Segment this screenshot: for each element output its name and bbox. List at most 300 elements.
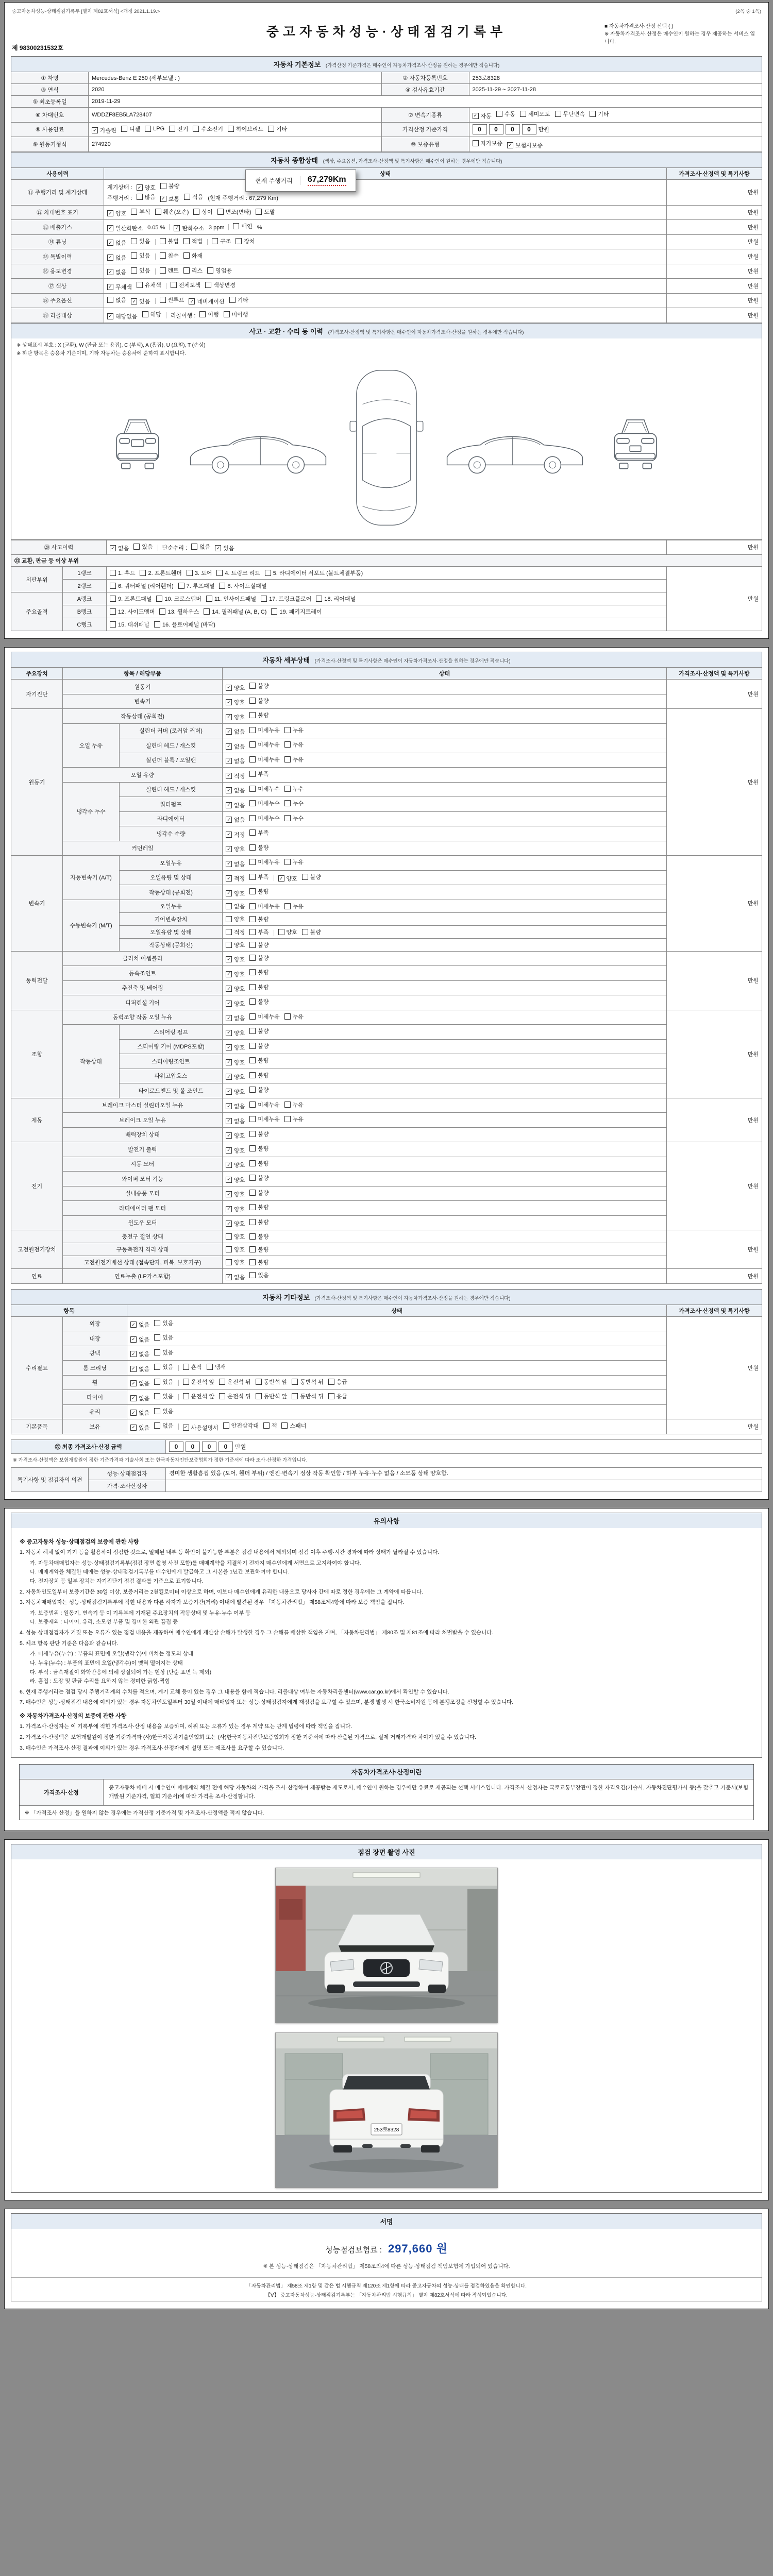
checkbox-option[interactable] xyxy=(160,266,179,275)
checkbox-option[interactable] xyxy=(160,195,179,203)
checkbox-option[interactable] xyxy=(187,569,212,577)
checkbox-checked-icon[interactable] xyxy=(137,184,143,191)
checkbox-option[interactable] xyxy=(226,1190,245,1198)
checkbox-option[interactable] xyxy=(189,297,224,306)
checkbox-option[interactable] xyxy=(184,193,203,201)
checkbox-unchecked-icon[interactable] xyxy=(233,223,239,229)
checkbox-option[interactable] xyxy=(226,1205,245,1213)
checkbox-option[interactable] xyxy=(249,1144,268,1153)
checkbox-option[interactable] xyxy=(107,296,126,304)
checkbox-checked-icon[interactable] xyxy=(226,773,232,779)
checkbox-unchecked-icon[interactable] xyxy=(284,727,291,733)
checkbox-unchecked-icon[interactable] xyxy=(256,1393,262,1399)
checkbox-unchecked-icon[interactable] xyxy=(154,1320,160,1326)
checkbox-unchecked-icon[interactable] xyxy=(249,1259,256,1265)
checkbox-checked-icon[interactable] xyxy=(226,956,232,962)
checkbox-unchecked-icon[interactable] xyxy=(226,942,232,948)
checkbox-unchecked-icon[interactable] xyxy=(249,844,256,851)
checkbox-option[interactable] xyxy=(284,1012,304,1021)
checkbox-option[interactable] xyxy=(507,141,543,149)
checkbox-unchecked-icon[interactable] xyxy=(142,311,148,317)
checkbox-option[interactable] xyxy=(520,110,550,118)
checkbox-unchecked-icon[interactable] xyxy=(249,1246,256,1252)
checkbox-option[interactable] xyxy=(249,755,280,764)
checkbox-unchecked-icon[interactable] xyxy=(256,209,262,215)
checkbox-option[interactable] xyxy=(226,955,245,963)
checkbox-option[interactable] xyxy=(130,1335,149,1344)
checkbox-option[interactable] xyxy=(183,266,203,275)
checkbox-option[interactable] xyxy=(249,828,268,837)
checkbox-option[interactable] xyxy=(107,239,126,247)
checkbox-unchecked-icon[interactable] xyxy=(131,238,137,244)
checkbox-unchecked-icon[interactable] xyxy=(160,252,166,259)
checkbox-unchecked-icon[interactable] xyxy=(219,1379,225,1385)
checkbox-option[interactable] xyxy=(249,1130,268,1138)
checkbox-option[interactable] xyxy=(249,873,268,881)
checkbox-checked-icon[interactable] xyxy=(130,1395,137,1401)
checkbox-unchecked-icon[interactable] xyxy=(249,683,256,689)
checkbox-unchecked-icon[interactable] xyxy=(224,311,230,317)
checkbox-checked-icon[interactable] xyxy=(107,210,113,216)
checkbox-option[interactable] xyxy=(226,985,245,993)
checkbox-checked-icon[interactable] xyxy=(107,313,113,319)
checkbox-option[interactable] xyxy=(265,569,363,577)
checkbox-option[interactable] xyxy=(107,268,126,276)
checkbox-unchecked-icon[interactable] xyxy=(249,969,256,975)
checkbox-option[interactable] xyxy=(226,889,245,897)
checkbox-checked-icon[interactable] xyxy=(226,728,232,735)
checkbox-option[interactable] xyxy=(249,1174,268,1182)
checkbox-option[interactable] xyxy=(131,237,150,245)
checkbox-unchecked-icon[interactable] xyxy=(284,800,291,806)
checkbox-option[interactable] xyxy=(145,126,164,132)
checkbox-unchecked-icon[interactable] xyxy=(555,111,561,117)
checkbox-option[interactable] xyxy=(249,726,280,734)
checkbox-option[interactable] xyxy=(154,1378,173,1386)
checkbox-option[interactable] xyxy=(219,1378,251,1386)
checkbox-option[interactable] xyxy=(107,224,143,232)
checkbox-checked-icon[interactable] xyxy=(226,714,232,720)
checkbox-option[interactable] xyxy=(107,253,126,262)
checkbox-option[interactable] xyxy=(212,237,231,245)
checkbox-option[interactable] xyxy=(131,208,150,216)
checkbox-option[interactable] xyxy=(226,1273,245,1281)
checkbox-unchecked-icon[interactable] xyxy=(249,1272,256,1278)
checkbox-option[interactable] xyxy=(226,928,245,936)
checkbox-checked-icon[interactable] xyxy=(226,1132,232,1139)
checkbox-option[interactable] xyxy=(249,1159,268,1167)
checkbox-option[interactable] xyxy=(160,182,179,190)
checkbox-option[interactable] xyxy=(154,1333,173,1342)
checkbox-unchecked-icon[interactable] xyxy=(187,570,193,576)
checkbox-option[interactable] xyxy=(249,814,280,822)
checkbox-unchecked-icon[interactable] xyxy=(226,1246,232,1252)
checkbox-unchecked-icon[interactable] xyxy=(193,209,199,215)
checkbox-unchecked-icon[interactable] xyxy=(183,267,190,274)
checkbox-option[interactable] xyxy=(226,915,245,923)
checkbox-option[interactable] xyxy=(183,237,203,245)
checkbox-option[interactable] xyxy=(284,740,304,749)
checkbox-unchecked-icon[interactable] xyxy=(226,1233,232,1240)
checkbox-unchecked-icon[interactable] xyxy=(110,608,116,615)
checkbox-unchecked-icon[interactable] xyxy=(236,238,242,244)
checkbox-unchecked-icon[interactable] xyxy=(183,1393,189,1399)
checkbox-option[interactable] xyxy=(107,312,138,320)
checkbox-option[interactable] xyxy=(223,1421,259,1430)
checkbox-unchecked-icon[interactable] xyxy=(284,815,291,821)
checkbox-unchecked-icon[interactable] xyxy=(206,596,212,602)
checkbox-option[interactable] xyxy=(193,125,223,133)
checkbox-option[interactable] xyxy=(110,569,135,577)
checkbox-unchecked-icon[interactable] xyxy=(249,874,256,880)
checkbox-option[interactable] xyxy=(110,544,129,552)
checkbox-option[interactable] xyxy=(284,902,304,910)
checkbox-checked-icon[interactable] xyxy=(183,1425,189,1431)
checkbox-checked-icon[interactable] xyxy=(226,787,232,793)
checkbox-option[interactable] xyxy=(226,757,245,765)
checkbox-option[interactable] xyxy=(107,209,126,217)
checkbox-checked-icon[interactable] xyxy=(226,1059,232,1065)
checkbox-option[interactable] xyxy=(226,698,245,706)
checkbox-checked-icon[interactable] xyxy=(107,269,113,275)
checkbox-unchecked-icon[interactable] xyxy=(473,140,479,146)
checkbox-option[interactable] xyxy=(249,799,280,807)
checkbox-option[interactable] xyxy=(154,620,215,629)
checkbox-option[interactable] xyxy=(226,1258,245,1266)
checkbox-unchecked-icon[interactable] xyxy=(207,1364,213,1370)
checkbox-unchecked-icon[interactable] xyxy=(121,126,127,132)
checkbox-option[interactable] xyxy=(249,711,268,719)
checkbox-option[interactable] xyxy=(263,1421,277,1430)
checkbox-option[interactable] xyxy=(249,997,268,1006)
checkbox-unchecked-icon[interactable] xyxy=(271,608,277,615)
checkbox-option[interactable] xyxy=(178,582,215,590)
checkbox-unchecked-icon[interactable] xyxy=(268,126,274,132)
checkbox-unchecked-icon[interactable] xyxy=(496,111,502,117)
checkbox-checked-icon[interactable] xyxy=(130,1351,137,1357)
checkbox-option[interactable] xyxy=(183,1378,215,1386)
checkbox-option[interactable] xyxy=(156,595,201,603)
checkbox-checked-icon[interactable] xyxy=(92,127,98,133)
checkbox-unchecked-icon[interactable] xyxy=(249,800,256,806)
checkbox-unchecked-icon[interactable] xyxy=(292,1379,298,1385)
checkbox-unchecked-icon[interactable] xyxy=(284,741,291,748)
checkbox-option[interactable] xyxy=(249,1245,268,1253)
checkbox-unchecked-icon[interactable] xyxy=(110,570,116,576)
checkbox-option[interactable] xyxy=(249,1258,268,1266)
checkbox-option[interactable] xyxy=(130,1409,149,1417)
checkbox-unchecked-icon[interactable] xyxy=(302,929,308,935)
checkbox-option[interactable] xyxy=(154,1407,173,1415)
checkbox-unchecked-icon[interactable] xyxy=(256,1379,262,1385)
checkbox-unchecked-icon[interactable] xyxy=(160,183,166,189)
checkbox-checked-icon[interactable] xyxy=(226,685,232,691)
checkbox-unchecked-icon[interactable] xyxy=(204,608,210,615)
checkbox-checked-icon[interactable] xyxy=(507,142,513,148)
checkbox-option[interactable] xyxy=(137,183,156,192)
checkbox-option[interactable] xyxy=(249,682,268,690)
checkbox-unchecked-icon[interactable] xyxy=(223,1422,229,1429)
checkbox-option[interactable] xyxy=(226,941,245,949)
checkbox-checked-icon[interactable] xyxy=(226,699,232,705)
checkbox-option[interactable] xyxy=(169,125,188,133)
checkbox-unchecked-icon[interactable] xyxy=(249,815,256,821)
checkbox-option[interactable] xyxy=(256,1392,288,1400)
checkbox-checked-icon[interactable] xyxy=(226,802,232,808)
checkbox-option[interactable] xyxy=(249,1218,268,1226)
checkbox-option[interactable] xyxy=(292,1392,324,1400)
checkbox-unchecked-icon[interactable] xyxy=(292,1393,298,1399)
checkbox-checked-icon[interactable] xyxy=(226,1177,232,1183)
checkbox-unchecked-icon[interactable] xyxy=(160,238,166,244)
checkbox-option[interactable] xyxy=(284,1115,304,1123)
checkbox-checked-icon[interactable] xyxy=(130,1366,137,1372)
checkbox-option[interactable] xyxy=(473,139,503,147)
checkbox-option[interactable] xyxy=(226,902,245,910)
checkbox-checked-icon[interactable] xyxy=(226,817,232,823)
checkbox-unchecked-icon[interactable] xyxy=(107,297,113,303)
checkbox-unchecked-icon[interactable] xyxy=(249,1057,256,1063)
checkbox-checked-icon[interactable] xyxy=(107,225,113,231)
checkbox-option[interactable] xyxy=(249,1115,280,1123)
checkbox-option[interactable] xyxy=(226,684,245,692)
checkbox-option[interactable] xyxy=(256,208,275,216)
checkbox-unchecked-icon[interactable] xyxy=(131,209,137,215)
checkbox-option[interactable] xyxy=(226,1146,245,1155)
checkbox-option[interactable] xyxy=(281,1421,306,1430)
checkbox-unchecked-icon[interactable] xyxy=(284,786,291,792)
checkbox-option[interactable] xyxy=(328,1378,347,1386)
checkbox-unchecked-icon[interactable] xyxy=(183,252,190,259)
checkbox-option[interactable] xyxy=(249,1189,268,1197)
checkbox-option[interactable] xyxy=(249,1086,268,1094)
checkbox-option[interactable] xyxy=(226,1232,245,1241)
checkbox-unchecked-icon[interactable] xyxy=(261,596,267,602)
checkbox-option[interactable] xyxy=(249,1056,268,1064)
checkbox-checked-icon[interactable] xyxy=(107,240,113,246)
checkbox-checked-icon[interactable] xyxy=(226,1118,232,1124)
checkbox-option[interactable] xyxy=(226,713,245,721)
checkbox-unchecked-icon[interactable] xyxy=(171,282,177,288)
checkbox-unchecked-icon[interactable] xyxy=(265,570,271,576)
checkbox-option[interactable] xyxy=(249,770,268,778)
checkbox-option[interactable] xyxy=(226,772,245,780)
checkbox-unchecked-icon[interactable] xyxy=(249,771,256,777)
checkbox-unchecked-icon[interactable] xyxy=(249,1160,256,1166)
checkbox-option[interactable] xyxy=(130,1350,149,1358)
checkbox-option[interactable] xyxy=(226,1131,245,1140)
checkbox-unchecked-icon[interactable] xyxy=(249,1028,256,1034)
checkbox-option[interactable] xyxy=(140,569,181,577)
checkbox-unchecked-icon[interactable] xyxy=(131,267,137,274)
checkbox-checked-icon[interactable] xyxy=(226,832,232,838)
checkbox-option[interactable] xyxy=(137,193,156,201)
checkbox-unchecked-icon[interactable] xyxy=(249,998,256,1005)
checkbox-unchecked-icon[interactable] xyxy=(249,1145,256,1151)
checkbox-option[interactable] xyxy=(249,858,280,866)
checkbox-checked-icon[interactable] xyxy=(226,1089,232,1095)
checkbox-unchecked-icon[interactable] xyxy=(249,1013,256,1020)
checkbox-option[interactable] xyxy=(226,816,245,824)
checkbox-checked-icon[interactable] xyxy=(226,1001,232,1007)
checkbox-unchecked-icon[interactable] xyxy=(159,608,165,615)
checkbox-unchecked-icon[interactable] xyxy=(590,111,596,117)
checkbox-option[interactable] xyxy=(256,1378,288,1386)
checkbox-unchecked-icon[interactable] xyxy=(140,570,146,576)
checkbox-checked-icon[interactable] xyxy=(174,225,180,231)
checkbox-option[interactable] xyxy=(284,814,304,822)
checkbox-option[interactable] xyxy=(191,543,210,551)
checkbox-unchecked-icon[interactable] xyxy=(249,786,256,792)
checkbox-unchecked-icon[interactable] xyxy=(249,712,256,718)
checkbox-option[interactable] xyxy=(226,970,245,978)
checkbox-unchecked-icon[interactable] xyxy=(178,583,184,589)
checkbox-checked-icon[interactable] xyxy=(110,545,116,551)
checkbox-checked-icon[interactable] xyxy=(226,1044,232,1050)
checkbox-unchecked-icon[interactable] xyxy=(226,916,232,922)
checkbox-unchecked-icon[interactable] xyxy=(249,942,256,948)
checkbox-unchecked-icon[interactable] xyxy=(249,1101,256,1108)
checkbox-checked-icon[interactable] xyxy=(130,1410,137,1416)
checkbox-option[interactable] xyxy=(130,1365,149,1373)
checkbox-checked-icon[interactable] xyxy=(473,113,479,119)
checkbox-checked-icon[interactable] xyxy=(130,1425,137,1431)
checkbox-option[interactable] xyxy=(226,801,245,809)
checkbox-unchecked-icon[interactable] xyxy=(160,267,166,274)
checkbox-unchecked-icon[interactable] xyxy=(183,1364,189,1370)
checkbox-unchecked-icon[interactable] xyxy=(154,1364,160,1370)
checkbox-unchecked-icon[interactable] xyxy=(284,1116,291,1122)
checkbox-option[interactable] xyxy=(130,1320,149,1329)
checkbox-unchecked-icon[interactable] xyxy=(284,1101,291,1108)
checkbox-unchecked-icon[interactable] xyxy=(110,583,116,589)
checkbox-unchecked-icon[interactable] xyxy=(328,1393,334,1399)
checkbox-unchecked-icon[interactable] xyxy=(131,252,137,259)
checkbox-checked-icon[interactable] xyxy=(226,1015,232,1021)
checkbox-option[interactable] xyxy=(302,928,321,936)
checkbox-option[interactable] xyxy=(183,251,203,260)
price-survey-select-label[interactable]: ■ 자동차가격조사·산정 선택 ( ) xyxy=(604,24,674,29)
checkbox-option[interactable] xyxy=(228,125,263,133)
checkbox-option[interactable] xyxy=(159,607,199,616)
checkbox-option[interactable] xyxy=(226,1029,245,1037)
checkbox-unchecked-icon[interactable] xyxy=(284,1013,291,1020)
checkbox-option[interactable] xyxy=(183,1423,219,1432)
checkbox-option[interactable] xyxy=(205,281,236,289)
checkbox-unchecked-icon[interactable] xyxy=(183,1379,189,1385)
checkbox-option[interactable] xyxy=(226,845,245,853)
checkbox-option[interactable] xyxy=(328,1392,347,1400)
checkbox-option[interactable] xyxy=(249,1012,280,1021)
checkbox-option[interactable] xyxy=(226,1245,245,1253)
checkbox-unchecked-icon[interactable] xyxy=(249,955,256,961)
checkbox-option[interactable] xyxy=(193,208,212,216)
checkbox-checked-icon[interactable] xyxy=(226,1147,232,1154)
checkbox-unchecked-icon[interactable] xyxy=(284,756,291,762)
checkbox-option[interactable] xyxy=(249,915,268,923)
checkbox-option[interactable] xyxy=(226,1043,245,1052)
checkbox-option[interactable] xyxy=(249,1232,268,1241)
checkbox-unchecked-icon[interactable] xyxy=(278,929,284,935)
checkbox-option[interactable] xyxy=(268,125,287,133)
checkbox-unchecked-icon[interactable] xyxy=(316,596,322,602)
checkbox-option[interactable] xyxy=(249,785,280,793)
checkbox-option[interactable] xyxy=(226,742,245,751)
checkbox-option[interactable] xyxy=(590,110,609,118)
checkbox-unchecked-icon[interactable] xyxy=(184,194,190,200)
checkbox-checked-icon[interactable] xyxy=(189,298,195,304)
checkbox-option[interactable] xyxy=(316,595,356,603)
checkbox-unchecked-icon[interactable] xyxy=(249,698,256,704)
checkbox-option[interactable] xyxy=(142,310,161,318)
checkbox-checked-icon[interactable] xyxy=(215,545,221,551)
checkbox-unchecked-icon[interactable] xyxy=(263,1422,270,1429)
checkbox-option[interactable] xyxy=(271,607,322,616)
checkbox-unchecked-icon[interactable] xyxy=(249,859,256,865)
checkbox-unchecked-icon[interactable] xyxy=(110,596,116,602)
checkbox-unchecked-icon[interactable] xyxy=(110,621,116,628)
checkbox-option[interactable] xyxy=(284,799,304,807)
checkbox-option[interactable] xyxy=(249,968,268,976)
checkbox-unchecked-icon[interactable] xyxy=(249,1116,256,1122)
checkbox-unchecked-icon[interactable] xyxy=(160,297,166,303)
checkbox-checked-icon[interactable] xyxy=(226,1103,232,1109)
checkbox-unchecked-icon[interactable] xyxy=(284,903,291,909)
checkbox-unchecked-icon[interactable] xyxy=(216,570,223,576)
checkbox-option[interactable] xyxy=(226,831,245,839)
checkbox-unchecked-icon[interactable] xyxy=(154,1422,160,1429)
checkbox-option[interactable] xyxy=(110,620,149,629)
checkbox-option[interactable] xyxy=(160,237,179,245)
checkbox-option[interactable] xyxy=(226,999,245,1008)
checkbox-unchecked-icon[interactable] xyxy=(228,126,234,132)
checkbox-option[interactable] xyxy=(204,607,266,616)
checkbox-option[interactable] xyxy=(226,1102,245,1110)
checkbox-checked-icon[interactable] xyxy=(226,971,232,977)
checkbox-option[interactable] xyxy=(249,902,280,910)
checkbox-unchecked-icon[interactable] xyxy=(249,1190,256,1196)
checkbox-option[interactable] xyxy=(121,125,140,133)
checkbox-unchecked-icon[interactable] xyxy=(155,209,161,215)
checkbox-checked-icon[interactable] xyxy=(226,1274,232,1280)
checkbox-unchecked-icon[interactable] xyxy=(249,1043,256,1049)
checkbox-unchecked-icon[interactable] xyxy=(249,984,256,990)
checkbox-checked-icon[interactable] xyxy=(278,875,284,882)
checkbox-unchecked-icon[interactable] xyxy=(249,727,256,733)
checkbox-option[interactable] xyxy=(226,1014,245,1022)
checkbox-unchecked-icon[interactable] xyxy=(249,1204,256,1210)
checkbox-option[interactable] xyxy=(249,954,268,962)
checkbox-option[interactable] xyxy=(292,1378,324,1386)
checkbox-option[interactable] xyxy=(226,860,245,868)
checkbox-option[interactable] xyxy=(233,222,252,230)
checkbox-option[interactable] xyxy=(249,941,268,949)
checkbox-option[interactable] xyxy=(207,266,232,275)
checkbox-unchecked-icon[interactable] xyxy=(226,1259,232,1265)
checkbox-checked-icon[interactable] xyxy=(226,1206,232,1212)
checkbox-unchecked-icon[interactable] xyxy=(199,311,206,317)
checkbox-option[interactable] xyxy=(131,266,150,275)
checkbox-option[interactable] xyxy=(160,296,184,304)
checkbox-unchecked-icon[interactable] xyxy=(249,1087,256,1093)
checkbox-checked-icon[interactable] xyxy=(226,1191,232,1197)
checkbox-option[interactable] xyxy=(249,1100,280,1109)
checkbox-option[interactable] xyxy=(154,1319,173,1327)
checkbox-option[interactable] xyxy=(249,740,280,749)
checkbox-unchecked-icon[interactable] xyxy=(302,874,308,880)
checkbox-option[interactable] xyxy=(249,887,268,895)
checkbox-unchecked-icon[interactable] xyxy=(249,1072,256,1078)
